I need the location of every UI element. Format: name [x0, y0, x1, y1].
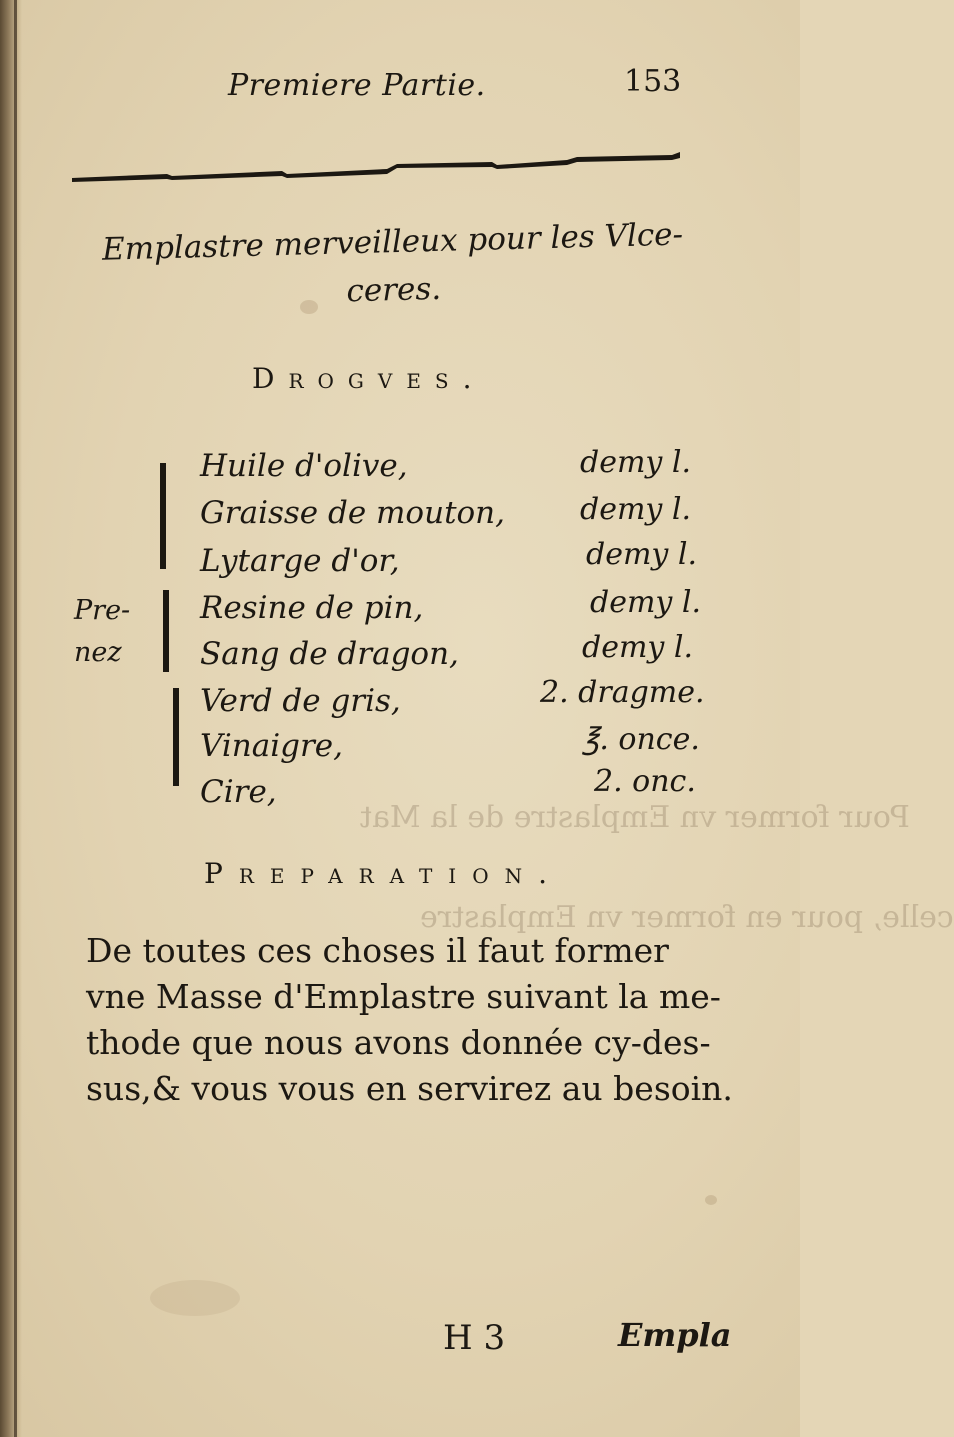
brace-bar — [173, 688, 179, 786]
title-line: ceres. — [345, 270, 442, 310]
brace-bar — [160, 463, 166, 569]
prenez-line: Pre- — [74, 595, 131, 626]
drogues-heading: Drogves. — [252, 362, 486, 395]
foxing-spot — [150, 1280, 240, 1316]
ingredient-quantity: demy l. — [590, 585, 702, 620]
page-number: 153 — [624, 64, 682, 99]
ingredient-quantity: demy l. — [586, 537, 698, 572]
preparation-heading: Preparation. — [204, 857, 564, 890]
ingredient-quantity: demy l. — [582, 630, 694, 665]
show-through: Pour former vn Emplastre de la Mat — [360, 800, 910, 835]
ingredient-name: Huile d'olive, — [200, 448, 408, 484]
brace-bar — [163, 590, 169, 672]
paragraph-line: De toutes ces choses il faut former — [86, 931, 669, 970]
title-line: Emplastre merveilleux pour les Vlce- — [101, 216, 684, 268]
binding-gutter — [0, 0, 22, 1437]
ingredient-name: Vinaigre, — [200, 728, 343, 764]
ingredient-name: Graisse de mouton, — [200, 495, 506, 531]
ingredient-quantity: demy l. — [580, 492, 692, 527]
signature-mark: H 3 — [443, 1318, 506, 1358]
binding-edge — [14, 0, 17, 1437]
ingredient-name: Lytarge d'or, — [200, 543, 400, 579]
ornamental-rule — [72, 150, 682, 182]
ingredient-quantity: 2. dragme. — [540, 675, 705, 710]
paragraph-line: sus,& vous vous en servirez au besoin. — [86, 1069, 733, 1108]
ingredient-quantity: ℥. once. — [582, 722, 700, 757]
prenez-line: nez — [74, 637, 122, 668]
prenez-label — [74, 590, 130, 674]
ingredient-name: Verd de gris, — [200, 683, 401, 719]
running-head: Premiere Partie. — [228, 68, 486, 103]
paragraph-line: thode que nous avons donnée cy-des- — [86, 1023, 711, 1062]
catchword: Empla — [618, 1316, 732, 1354]
preparation-paragraph — [86, 928, 746, 1112]
ingredient-name: Sang de dragon, — [200, 636, 459, 672]
ingredient-quantity: 2. onc. — [594, 764, 696, 799]
foxing-spot — [705, 1195, 717, 1205]
ingredient-quantity: demy l. — [580, 445, 692, 480]
ingredient-name: Cire, — [200, 774, 277, 810]
ingredient-name: Resine de pin, — [200, 590, 424, 626]
recipe-title — [92, 210, 694, 322]
paragraph-line: vne Masse d'Emplastre suivant la me- — [86, 977, 721, 1016]
show-through: celle, pour en former vn Emplastre — [420, 900, 954, 935]
